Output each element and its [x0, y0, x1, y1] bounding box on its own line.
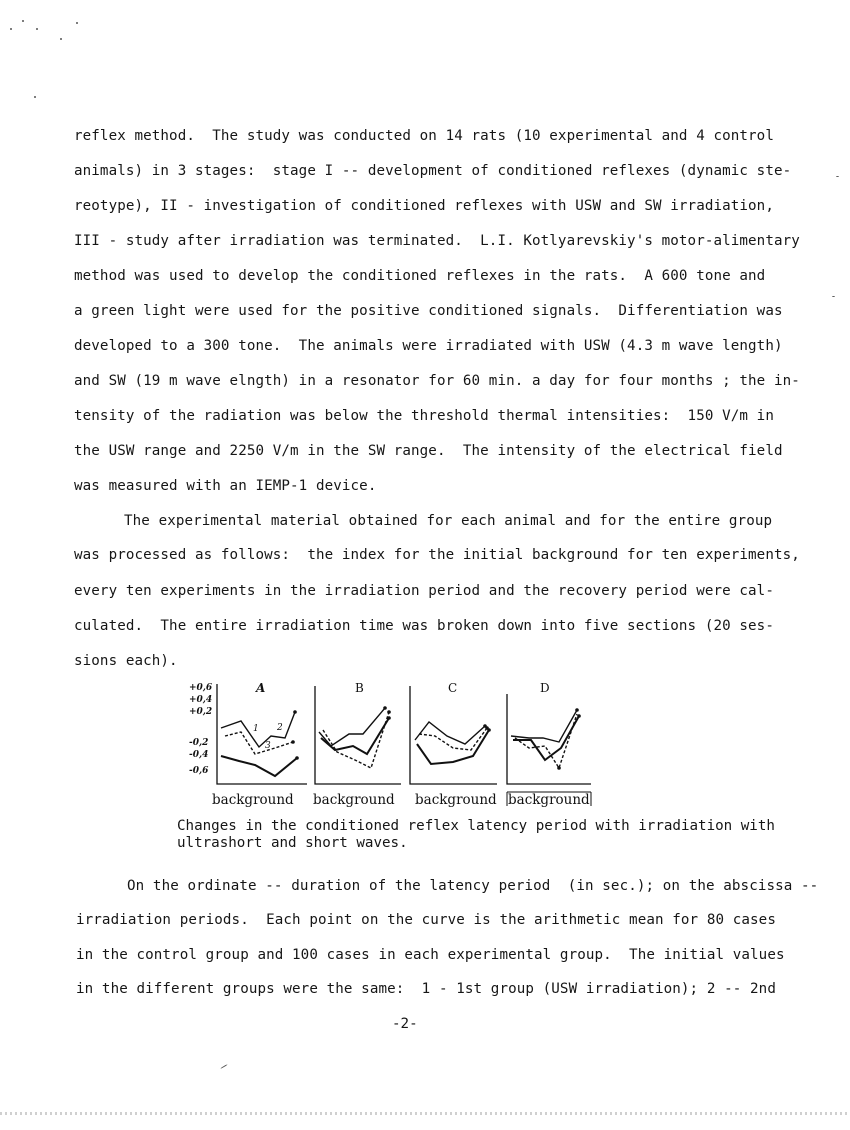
after-line-2: irradiation periods. Each point on the curve is the arithmetic mean for 80 cases — [76, 912, 776, 928]
y-tick-5: -0,4 — [189, 750, 209, 760]
after-line-3: in the control group and 100 cases in each experimental group. The initial values — [76, 947, 785, 963]
x-label-c: background — [415, 792, 497, 808]
scan-speck — [34, 96, 36, 98]
latency-figure — [185, 676, 605, 811]
body-line-7: developed to a 300 tone. The animals were irradiated with USW (4.3 m wave length) — [74, 338, 783, 354]
y-tick-3: +0,2 — [189, 707, 213, 717]
body-line-14: every ten experiments in the irradiation period and the recovery period were cal- — [74, 583, 774, 599]
figure-caption-line-1: Changes in the conditioned reflex latency period with irradiation with — [177, 818, 775, 834]
scan-artifact-line — [0, 1112, 850, 1115]
body-line-3: reotype), II - investigation of conditioned reflexes with USW and SW irradiation, — [74, 198, 774, 214]
panel-b-curve-3 — [323, 712, 389, 768]
scan-speck — [76, 22, 78, 24]
after-line-1: On the ordinate -- duration of the latency period (in sec.); on the abscissa -- — [127, 878, 819, 894]
panel-a-curve-2 — [221, 756, 297, 776]
body-line-15: culated. The entire irradiation time was broken down into five sections (20 ses- — [74, 618, 774, 634]
panel-label-c: C — [448, 681, 458, 695]
body-line-9: tensity of the radiation was below the threshold thermal intensities: 150 V/m in — [74, 408, 774, 424]
panel-label-a: A — [256, 681, 266, 695]
scan-speck — [36, 28, 38, 30]
y-tick-2: +0,4 — [189, 695, 213, 705]
x-label-d: background — [508, 792, 590, 808]
scan-speck — [10, 28, 12, 30]
curve-label-1: 1 — [253, 724, 259, 734]
body-line-10: the USW range and 2250 V/m in the SW range. The intensity of the electrical field — [74, 443, 783, 459]
panel-c-curve-1 — [415, 722, 485, 744]
panel-b-curve-2 — [321, 718, 389, 754]
curve-label-3: 3 — [265, 741, 271, 751]
panel-a-curve-3 — [225, 732, 293, 754]
body-line-16: sions each). — [74, 653, 178, 669]
body-line-1: reflex method. The study was conducted on 14 rats (10 experimental and 4 control — [74, 128, 774, 144]
panel-c-axes — [410, 686, 497, 784]
scan-speck — [22, 20, 24, 22]
panel-label-b: B — [355, 681, 364, 695]
scan-speck — [220, 1064, 227, 1069]
panel-c-curve-2 — [417, 730, 489, 764]
panel-label-d: D — [540, 681, 550, 695]
y-tick-4: -0,2 — [189, 738, 209, 748]
scan-speck — [60, 38, 62, 40]
body-line-12: The experimental material obtained for each animal and for the entire group — [124, 513, 773, 529]
body-line-8: and SW (19 m wave elngth) in a resonator for 60 min. a day for four months ; the in- — [74, 373, 800, 389]
figure-caption-line-2: ultrashort and short waves. — [177, 835, 408, 851]
panel-b-axes — [315, 686, 401, 784]
x-label-a: background — [212, 792, 294, 808]
y-tick-1: +0,6 — [189, 683, 213, 693]
body-line-2: animals) in 3 stages: stage I -- development of conditioned reflexes (dynamic ste- — [74, 163, 792, 179]
body-line-13: was processed as follows: the index for the initial background for ten experiments, — [74, 547, 800, 563]
scan-speck — [836, 176, 839, 177]
body-line-4: III - study after irradiation was terminated. L.I. Kotlyarevskiy's motor-alimentary — [74, 233, 800, 249]
y-tick-6: -0,6 — [189, 766, 209, 776]
page-number: -2- — [392, 1016, 418, 1032]
curve-label-2: 2 — [277, 723, 283, 733]
body-line-11: was measured with an IEMP-1 device. — [74, 478, 377, 494]
body-line-6: a green light were used for the positive conditioned signals. Differentiation was — [74, 303, 783, 319]
body-line-5: method was used to develop the conditioned reflexes in the rats. A 600 tone and — [74, 268, 766, 284]
scan-speck — [832, 296, 835, 297]
x-label-b: background — [313, 792, 395, 808]
after-line-4: in the different groups were the same: 1 - 1st group (USW irradiation); 2 -- 2nd — [76, 981, 776, 997]
